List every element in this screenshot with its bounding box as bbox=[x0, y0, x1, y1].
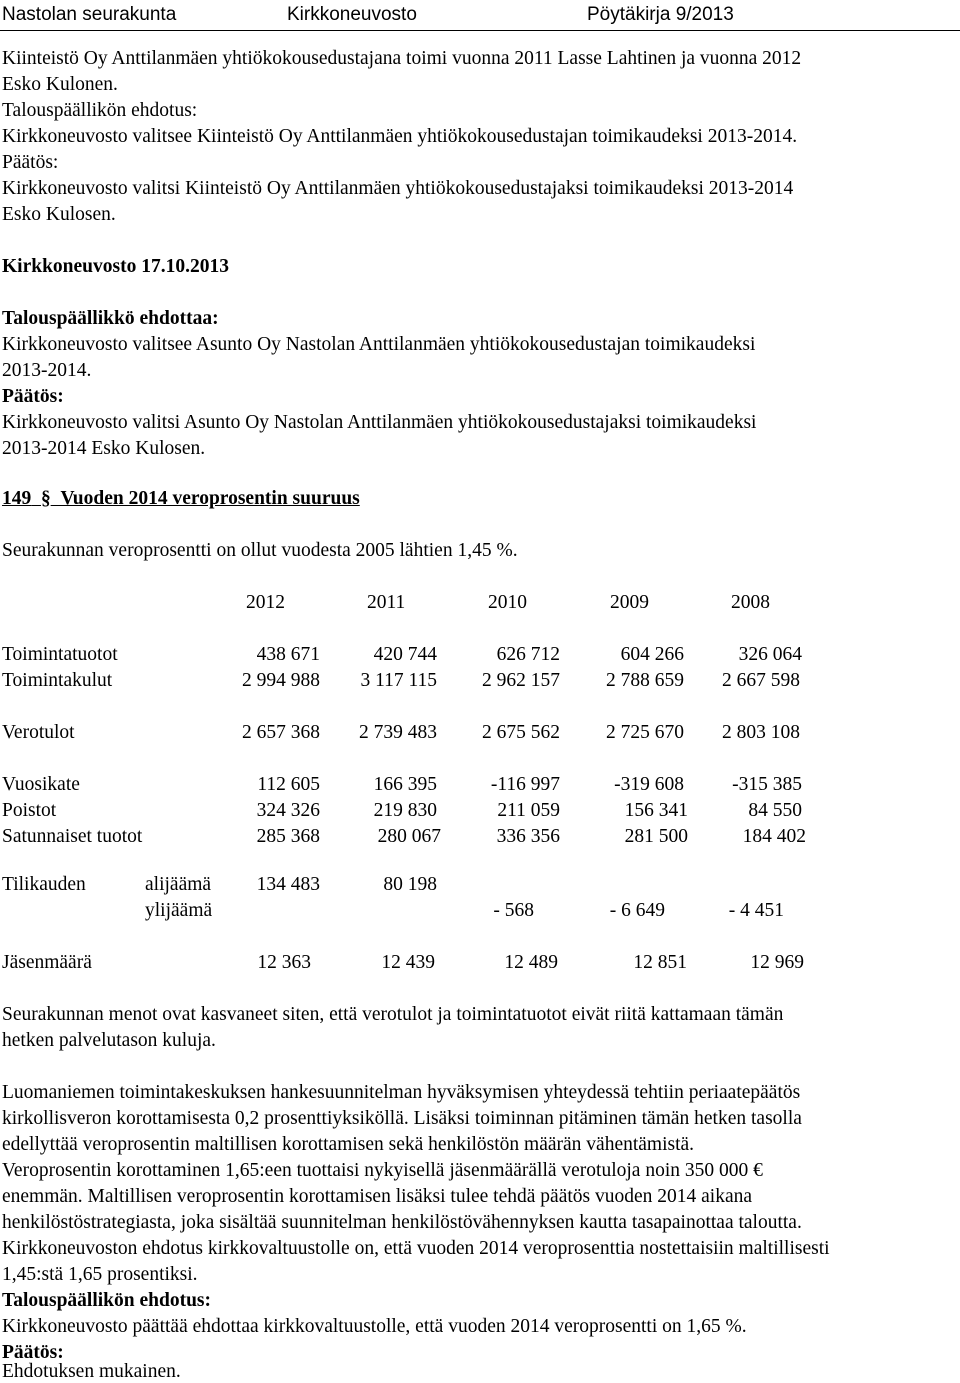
row-label: Vuosikate bbox=[2, 774, 80, 795]
intro-line: Kirkkoneuvosto valitsee Kiinteistö Oy Anttilanmäen yhtiökokousedustajan toimikaudeksi 2013-2014. bbox=[2, 126, 798, 147]
row-value: 2 788 659 bbox=[606, 670, 684, 691]
deficit-value: 80 198 bbox=[383, 874, 437, 895]
closing-proposal-label: Talouspäällikön ehdotus: bbox=[2, 1290, 211, 1311]
row-value: 3 117 115 bbox=[360, 670, 437, 691]
row-value: 2 803 108 bbox=[722, 722, 800, 743]
meeting-decision-line: Kirkkoneuvosto valitsi Asunto Oy Nastolan Anttilanmäen yhtiökokousedustajaksi toimikaudeksi bbox=[2, 412, 757, 433]
row-value: 280 067 bbox=[377, 826, 441, 847]
row-value: 184 402 bbox=[742, 826, 806, 847]
row-value: 2 657 368 bbox=[242, 722, 320, 743]
row-value: 2 667 598 bbox=[722, 670, 800, 691]
body-line: Kirkkoneuvoston ehdotus kirkkovaltuustolle on, että vuoden 2014 veroprosenttia nostettaisiin maltillisesti bbox=[2, 1238, 830, 1259]
surplus-label: ylijäämä bbox=[145, 900, 213, 921]
section-heading bbox=[2, 486, 360, 512]
row-value: 626 712 bbox=[496, 644, 560, 665]
body-line: Veroprosentin korottaminen 1,65:een tuottaisi nykyisellä jäsenmäärällä verotuloja noin 350 000 € bbox=[2, 1160, 763, 1181]
row-value: 84 550 bbox=[748, 800, 802, 821]
row-value: 219 830 bbox=[373, 800, 437, 821]
page-header bbox=[0, 0, 960, 34]
row-value: 324 326 bbox=[256, 800, 320, 821]
row-value: 281 500 bbox=[624, 826, 688, 847]
row-value: 2 739 483 bbox=[359, 722, 437, 743]
meeting-title: Kirkkoneuvosto 17.10.2013 bbox=[2, 256, 229, 277]
meeting-proposal-line: 2013-2014. bbox=[2, 360, 92, 381]
row-value: 2 725 670 bbox=[606, 722, 684, 743]
row-label: Toimintakulut bbox=[2, 670, 113, 691]
row-value: 604 266 bbox=[620, 644, 684, 665]
body-line: enemmän. Maltillisen veroprosentin korottamisen lisäksi tulee tehdä päätös vuoden 2014 aikana bbox=[2, 1186, 753, 1207]
row-label: Toimintatuotot bbox=[2, 644, 118, 665]
surplus-value: - 6 649 bbox=[609, 900, 665, 921]
meeting-decision-label: Päätös: bbox=[2, 386, 64, 407]
row-value: 112 605 bbox=[257, 774, 320, 795]
deficit-value: 134 483 bbox=[256, 874, 320, 895]
row-value: -315 385 bbox=[732, 774, 802, 795]
header-org: Nastolan seurakunta bbox=[2, 4, 177, 25]
intro-decision-label: Päätös: bbox=[2, 152, 59, 173]
intro-line: Kirkkoneuvosto valitsi Kiinteistö Oy Anttilanmäen yhtiökokousedustajaksi toimikaudeksi 2013-2014 bbox=[2, 178, 794, 199]
row-value: 420 744 bbox=[373, 644, 437, 665]
row-value: 211 059 bbox=[497, 800, 560, 821]
section-lead: Seurakunnan veroprosentti on ollut vuodesta 2005 lähtien 1,45 %. bbox=[2, 540, 518, 561]
year-header: 2012 bbox=[246, 592, 285, 613]
year-header: 2011 bbox=[367, 592, 406, 613]
row-value: 336 356 bbox=[496, 826, 560, 847]
body-line: hetken palvelutason kuluja. bbox=[2, 1030, 216, 1051]
result-label: Tilikauden bbox=[2, 874, 86, 895]
row-value: 438 671 bbox=[256, 644, 320, 665]
year-header: 2008 bbox=[731, 592, 770, 613]
header-body: Kirkkoneuvosto bbox=[287, 4, 417, 25]
row-label: Poistot bbox=[2, 800, 57, 821]
closing-proposal: Kirkkoneuvosto päättää ehdottaa kirkkovaltuustolle, että vuoden 2014 veroprosentti on 1,65 %. bbox=[2, 1316, 747, 1337]
row-label: Satunnaiset tuotot bbox=[2, 826, 143, 847]
section-number: 149 bbox=[2, 488, 32, 509]
row-value: 166 395 bbox=[373, 774, 437, 795]
body-line: 1,45:stä 1,65 prosentiksi. bbox=[2, 1264, 198, 1285]
section-symbol: § bbox=[41, 488, 51, 509]
row-value: 326 064 bbox=[738, 644, 802, 665]
body-line: henkilöstöstrategiasta, joka sisältää suunnitelman henkilöstövähennyksen kautta tasapainottaa taloutta. bbox=[2, 1212, 802, 1233]
closing-decision-label: Päätös: bbox=[2, 1342, 64, 1363]
year-header: 2009 bbox=[610, 592, 649, 613]
row-value: 156 341 bbox=[624, 800, 688, 821]
header-minutes: Pöytäkirja 9/2013 bbox=[587, 4, 734, 25]
members-value: 12 489 bbox=[504, 952, 558, 973]
row-value: 2 962 157 bbox=[482, 670, 560, 691]
body-line: Seurakunnan menot ovat kasvaneet siten, että verotulot ja toimintatuotot eivät riitä kattamaan tämän bbox=[2, 1004, 784, 1025]
meeting-proposal-label: Talouspäällikkö ehdottaa: bbox=[2, 308, 219, 329]
row-label: Verotulot bbox=[2, 722, 75, 743]
row-value: 2 994 988 bbox=[242, 670, 320, 691]
deficit-label: alijäämä bbox=[145, 874, 212, 895]
members-label: Jäsenmäärä bbox=[2, 952, 92, 973]
body-line: edellyttää veroprosentin maltillisen korottamisen sekä henkilöstön määrän vähentämistä. bbox=[2, 1134, 695, 1155]
surplus-value: - 4 451 bbox=[728, 900, 784, 921]
surplus-value: - 568 bbox=[493, 900, 534, 921]
row-value: -319 608 bbox=[614, 774, 684, 795]
meeting-proposal-line: Kirkkoneuvosto valitsee Asunto Oy Nastolan Anttilanmäen yhtiökokousedustajan toimikaudeksi bbox=[2, 334, 756, 355]
closing-decision: Ehdotuksen mukainen. bbox=[2, 1361, 181, 1382]
body-line: kirkollisveron korottamisesta 0,2 prosenttiyksiköllä. Lisäksi toiminnan pitäminen tämän hetken tasolla bbox=[2, 1108, 802, 1129]
meeting-decision-line: 2013-2014 Esko Kulosen. bbox=[2, 438, 206, 459]
row-value: 285 368 bbox=[256, 826, 320, 847]
members-value: 12 851 bbox=[633, 952, 687, 973]
intro-line: Kiinteistö Oy Anttilanmäen yhtiökokousedustajana toimi vuonna 2011 Lasse Lahtinen ja vuonna 2012 bbox=[2, 48, 802, 69]
members-value: 12 363 bbox=[257, 952, 311, 973]
intro-line: Esko Kulosen. bbox=[2, 204, 116, 225]
row-value: -116 997 bbox=[490, 774, 560, 795]
section-title: Vuoden 2014 veroprosentin suuruus bbox=[60, 488, 360, 509]
row-value: 2 675 562 bbox=[482, 722, 560, 743]
intro-proposal-label: Talouspäällikön ehdotus: bbox=[2, 100, 198, 121]
body-line: Luomaniemen toimintakeskuksen hankesuunnitelman hyväksymisen yhteydessä tehtiin periaatepäätös bbox=[2, 1082, 801, 1103]
year-header: 2010 bbox=[488, 592, 527, 613]
header-rule bbox=[0, 30, 960, 31]
members-value: 12 969 bbox=[750, 952, 804, 973]
intro-line: Esko Kulonen. bbox=[2, 74, 118, 95]
members-value: 12 439 bbox=[381, 952, 435, 973]
